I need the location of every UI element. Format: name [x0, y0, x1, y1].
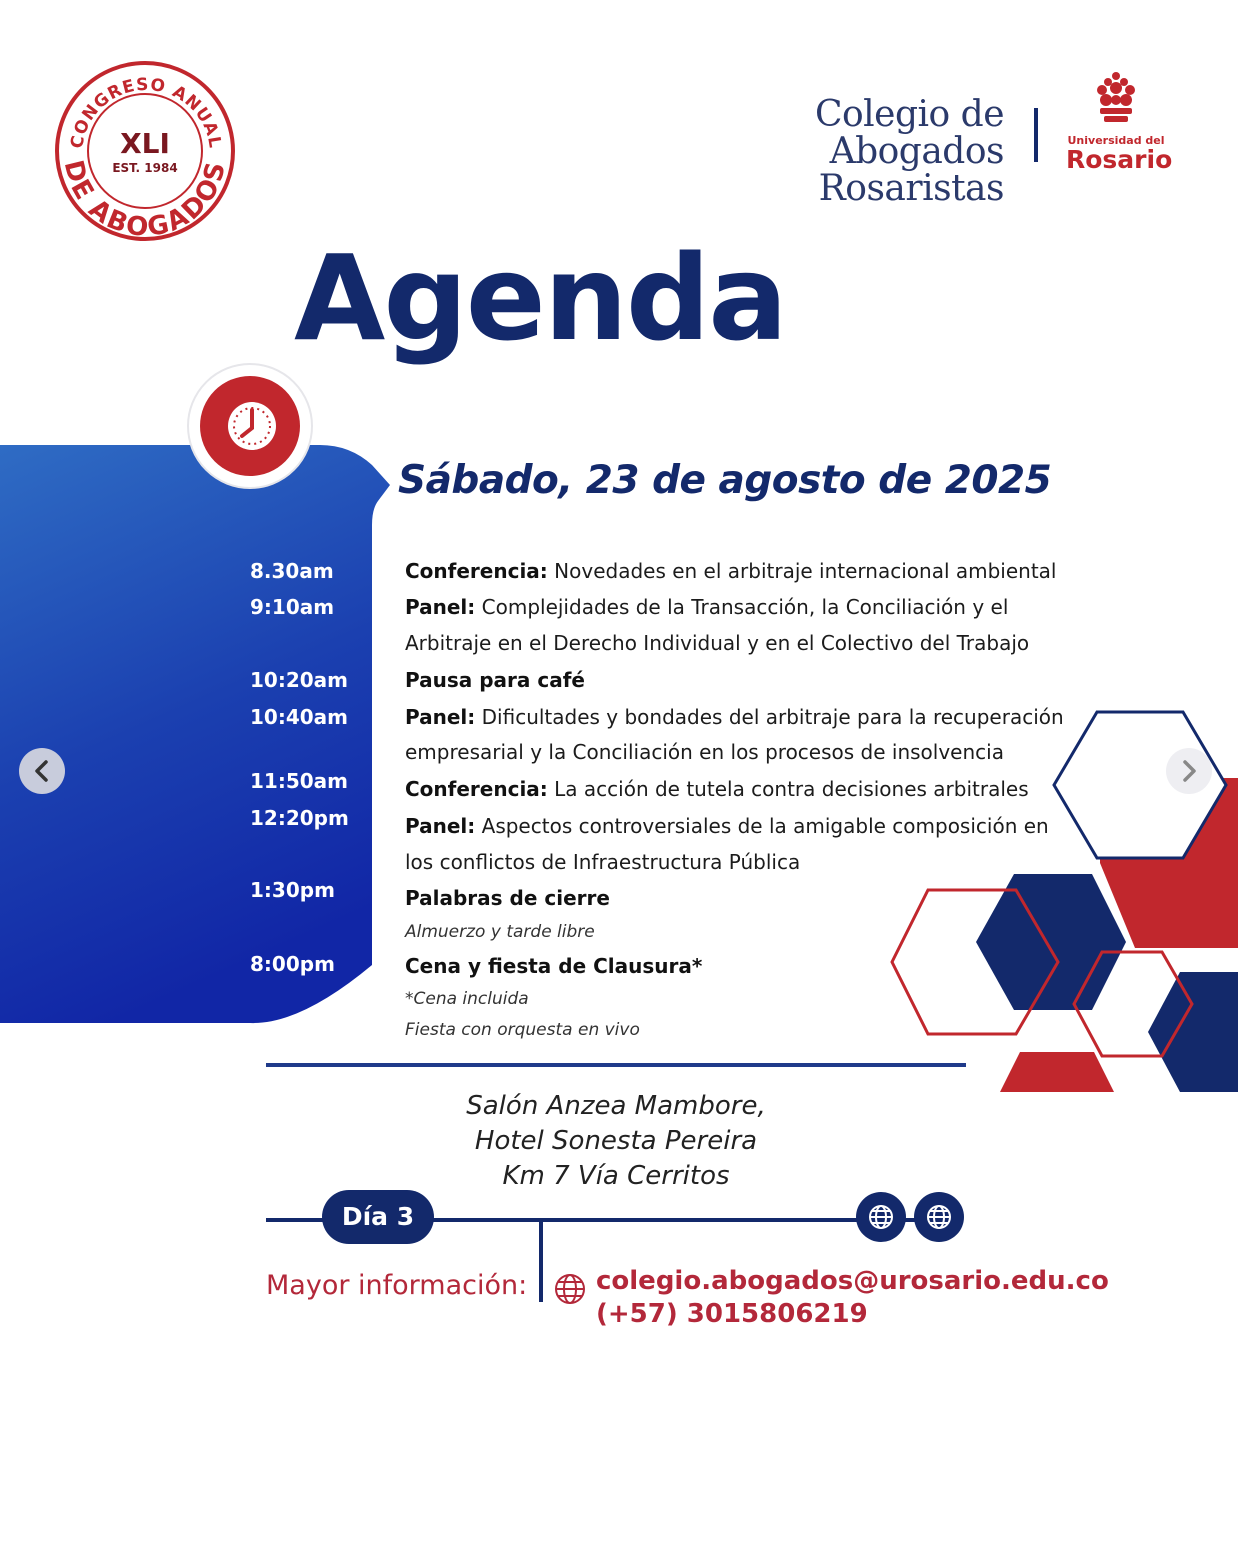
schedule-time: 8.30am: [250, 559, 334, 583]
seal-numeral: XLI: [120, 127, 170, 160]
schedule-time: 11:50am: [250, 769, 348, 793]
item-label: Cena y fiesta de Clausura*: [405, 954, 703, 978]
crest-icon: [1086, 66, 1146, 126]
section-divider: [266, 1063, 966, 1067]
schedule-note: Fiesta con orquesta en vivo: [405, 1020, 640, 1040]
schedule-item: [405, 668, 585, 692]
schedule-note: *Cena incluida: [405, 989, 529, 1009]
contact-email[interactable]: colegio.abogados@urosario.edu.co: [596, 1266, 1109, 1296]
seal-top-text: CONGRESO ANUAL: [67, 74, 225, 151]
contact-phone[interactable]: (+57) 3015806219: [596, 1299, 868, 1329]
item-label: Panel:: [405, 595, 476, 619]
schedule-time: 12:20pm: [250, 806, 349, 830]
schedule-time: 8:00pm: [250, 952, 335, 976]
schedule-time: 10:20am: [250, 668, 348, 692]
schedule-item: [405, 850, 800, 874]
item-label: Panel:: [405, 814, 476, 838]
item-label: Conferencia:: [405, 559, 548, 583]
schedule-time: 9:10am: [250, 595, 335, 619]
chevron-left-icon: [19, 748, 65, 794]
schedule-item: [405, 954, 702, 978]
university-small-text: Universidad del: [1067, 134, 1165, 147]
congress-seal-logo: [52, 58, 238, 244]
schedule-item: [405, 595, 1008, 619]
item-text: Arbitraje en el Derecho Individual y en el Colectivo del Trabajo: [405, 631, 1030, 655]
item-text: Aspectos controversiales de la amigable composición en: [475, 814, 1049, 838]
item-text: los conflictos de Infraestructura Pública: [405, 850, 801, 874]
globe-icon: [553, 1272, 587, 1306]
globe-icon: [856, 1192, 906, 1242]
contact-label: Mayor información:: [266, 1270, 528, 1301]
event-date: Sábado, 23 de agosto de 2025: [398, 458, 1052, 503]
schedule-panel-background: [0, 445, 390, 1025]
schedule-note: Almuerzo y tarde libre: [405, 922, 595, 942]
item-text: empresarial y la Conciliación en los procesos de insolvencia: [405, 740, 1004, 764]
item-label: Panel:: [405, 705, 476, 729]
university-logo: [1066, 66, 1173, 176]
item-label: Palabras de cierre: [405, 886, 610, 910]
college-name: [640, 96, 1004, 207]
clock-icon: [186, 362, 314, 490]
venue-line: Salón Anzea Mambore,: [466, 1091, 766, 1121]
item-label: Pausa para café: [405, 668, 585, 692]
item-text: Novedades en el arbitraje internacional ambiental: [547, 559, 1057, 583]
university-name: Rosario: [1066, 145, 1173, 174]
college-line1: Colegio de: [814, 94, 1004, 135]
contact-divider: [539, 1220, 543, 1302]
item-text: Dificultades y bondades del arbitraje para la recuperación: [475, 705, 1064, 729]
item-text: La acción de tutela contra decisiones arbitrales: [547, 777, 1029, 801]
previous-slide-button[interactable]: [19, 748, 65, 794]
seal-bottom-text: DE ABOGADOS: [57, 157, 233, 244]
venue-line: Hotel Sonesta Pereira: [474, 1126, 758, 1156]
schedule-time: 1:30pm: [250, 878, 335, 902]
next-slide-button[interactable]: [1166, 748, 1212, 794]
item-text: Complejidades de la Transacción, la Conciliación y el: [475, 595, 1009, 619]
chevron-right-icon: [1166, 748, 1212, 794]
schedule-item: [405, 559, 1057, 583]
seal-est: EST. 1984: [112, 161, 178, 175]
item-label: Conferencia:: [405, 777, 548, 801]
venue-line: Km 7 Vía Cerritos: [502, 1161, 730, 1191]
day-badge: Día 3: [322, 1190, 434, 1244]
page-title: Agenda: [294, 229, 786, 367]
schedule-item: [405, 886, 610, 910]
schedule-time: 10:40am: [250, 705, 348, 729]
schedule-item: [405, 631, 1029, 655]
header-divider: [1034, 108, 1038, 162]
globe-icon: [914, 1192, 964, 1242]
college-line2: Abogados Rosaristas: [818, 131, 1004, 209]
